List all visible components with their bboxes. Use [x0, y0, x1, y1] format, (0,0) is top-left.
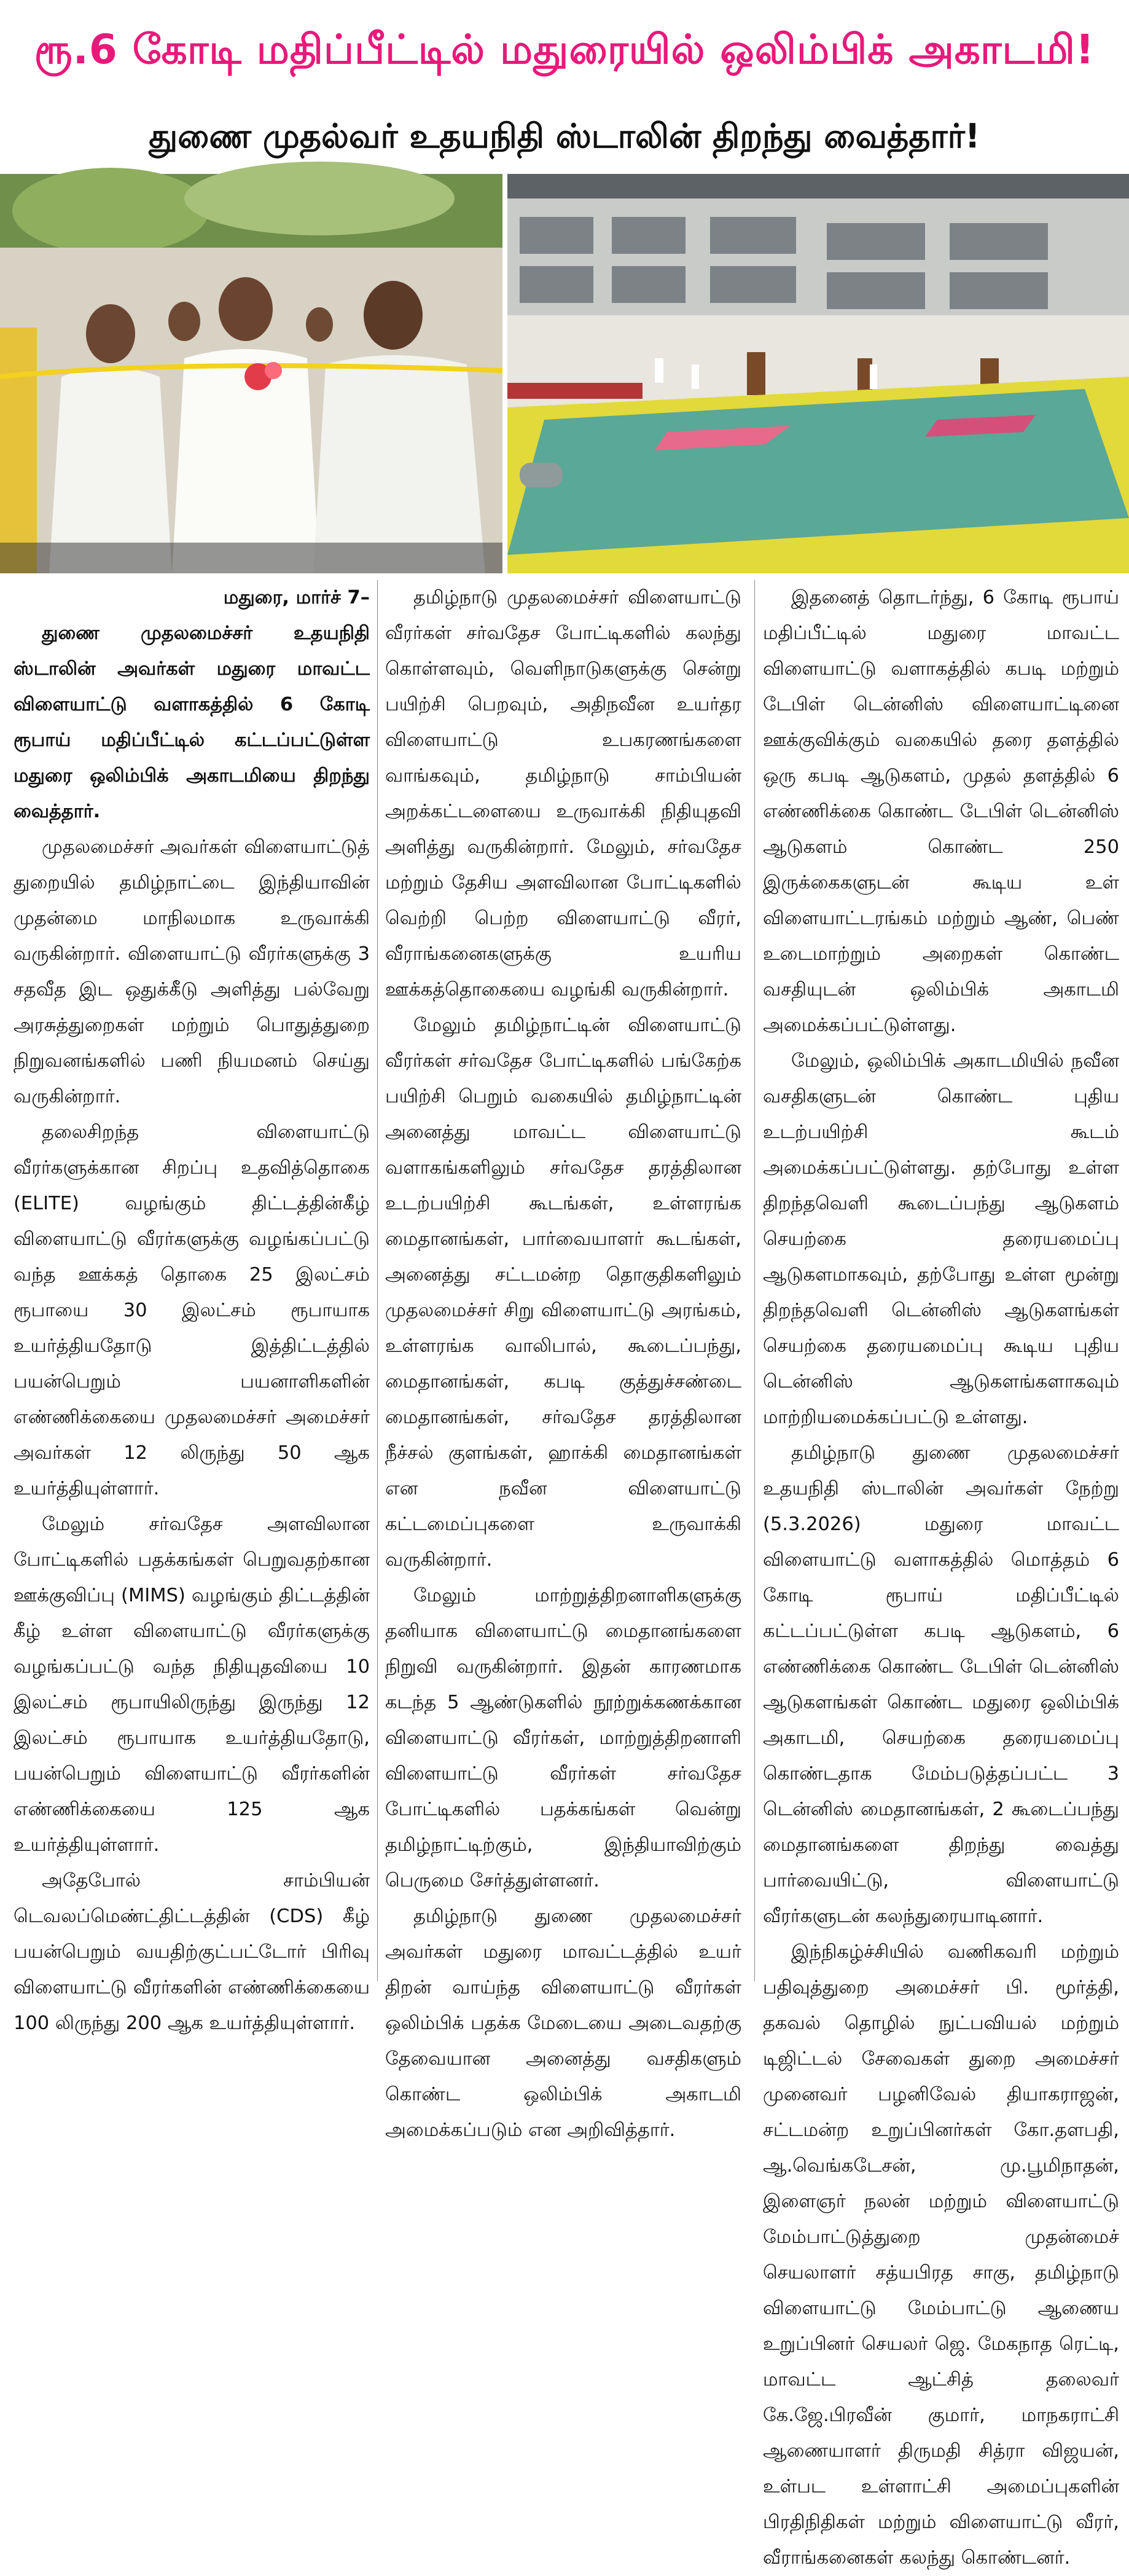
lead-paragraph: துணை முதலமைச்சர் உதயநிதி ஸ்டாலின் அவர்கள் மதுரை மாவட்ட விளையாட்டு வளாகத்தில் 6 கோடி ரூபாய் மதிப்பீட்டில் கட்டப்பட்டுள்ள மதுரை ஒலிம்பிக் அகாடமியை திறந்து வைத்தார். [14, 622, 370, 822]
paragraph: மேலும் மாற்றுத்திறனாளிகளுக்கு தனியாக விளையாட்டு மைதானங்களை நிறுவி வருகின்றார். இதன் காரணமாக கடந்த 5 ஆண்டுகளில் நூற்றுக்கணக்கான விளையாட்டு வீரர்கள், மாற்றுத்திறனாளி விளையாட்டு வீரர்கள் சர்வதேச போட்டிகளில் பதக்கங்கள் வென்று தமிழ்நாட்டிற்கும், இந்தியாவிற்கும் பெருமை சேர்த்துள்ளனர். [385, 1585, 741, 1891]
paragraph: இந்நிகழ்ச்சியில் வணிகவரி மற்றும் பதிவுத்துறை அமைச்சர் பி. மூர்த்தி, தகவல் தொழில் நுட்பவியல் மற்றும் டிஜிட்டல் சேவைகள் துறை அமைச்சர் முனைவர் பழனிவேல் தியாகராஜன், சட்டமன்ற உறுப்பினர்கள் கோ.தளபதி, ஆ.வெங்கடேசன், மு.பூமிநாதன், இளைஞர் நலன் மற்றும் விளையாட்டு மேம்பாட்டுத்துறை முதன்மைச் செயலாளர் சத்யபிரத சாகு, தமிழ்நாடு விளையாட்டு மேம்பாட்டு ஆணைய உறுப்பினர் செயலர் ஜெ. மேகநாத ரெட்டி, மாவட்ட ஆட்சித் தலைவர் கே.ஜே.பிரவீன் குமார், மாநகராட்சி ஆணையாளர் திருமதி சித்ரா விஜயன், உள்பட உள்ளாட்சி அமைப்புகளின் பிரதிநிதிகள் மற்றும் விளையாட்டு வீரர், வீராங்கனைகள் கலந்து கொண்டனர். [763, 1941, 1119, 2569]
paragraph: அதேபோல் சாம்பியன் டெவலப்மெண்ட்திட்டத்தின் (CDS) கீழ் பயன்பெறும் வயதிற்குட்பட்டோர் பிரிவு விளையாட்டு வீரர்களின் எண்ணிக்கையை 100 லிருந்து 200 ஆக உயர்த்தியுள்ளார். [14, 1870, 370, 2034]
paragraph: தமிழ்நாடு முதலமைச்சர் விளையாட்டு வீரர்கள் சர்வதேச போட்டிகளில் கலந்து கொள்ளவும், வெளிநாடுகளுக்கு சென்று பயிற்சி பெறவும், அதிநவீன உயர்தர விளையாட்டு உபகரணங்களை வாங்கவும், தமிழ்நாடு சாம்பியன் அறக்கட்டளையை உருவாக்கி நிதியுதவி அளித்து வருகின்றார். மேலும், சர்வதேச மற்றும் தேசிய அளவிலான போட்டிகளில் வெற்றி பெற்ற விளையாட்டு வீரர், வீராங்கனைகளுக்கு உயரிய ஊக்கத்தொகையை வழங்கி வருகின்றார். [385, 587, 741, 1000]
column-rule [377, 580, 378, 1981]
article-column-2 [385, 580, 741, 2141]
paragraph: மேலும் தமிழ்நாட்டின் விளையாட்டு வீரர்கள் சர்வதேச போட்டிகளில் பங்கேற்க பயிற்சி பெறும் வகையில் தமிழ்நாட்டின் அனைத்து மாவட்ட விளையாட்டு வளாகங்களிலும் சர்வதேச தரத்திலான உடற்பயிற்சி கூடங்கள், உள்ளரங்க மைதானங்கள், பார்வையாளர் கூடங்கள், அனைத்து சட்டமன்ற தொகுதிகளிலும் முதலமைச்சர் சிறு விளையாட்டு அரங்கம், உள்ளரங்க வாலிபால், கூடைப்பந்து, மைதானங்கள், கபடி குத்துச்சண்டை மைதானங்கள், சர்வதேச தரத்திலான நீச்சல் குளங்கள், ஹாக்கி மைதானங்கள் என நவீன விளையாட்டு கட்டமைப்புகளை உருவாக்கி வருகின்றார். [385, 1015, 741, 1571]
headline: ரூ.6 கோடி மதிப்பீட்டில் மதுரையில் ஒலிம்பிக் அகாடமி! [34, 26, 1095, 73]
paragraph: தமிழ்நாடு துணை முதலமைச்சர் உதயநிதி ஸ்டாலின் அவர்கள் நேற்று (5.3.2026) மதுரை மாவட்ட விளையாட்டு வளாகத்தில் மொத்தம் 6 கோடி ரூபாய் மதிப்பீட்டில் கட்டப்பட்டுள்ள கபடி ஆடுகளம், 6 எண்ணிக்கை கொண்ட டேபிள் டென்னிஸ் ஆடுகளங்கள் கொண்ட மதுரை ஒலிம்பிக் அகாடமி, செயற்கை தரையமைப்பு கொண்டதாக மேம்படுத்தப்பட்ட 3 டென்னிஸ் மைதானங்கள், 2 கூடைப்பந்து மைதானங்களை திறந்து வைத்து பார்வையிட்டு, விளையாட்டு வீரர்களுடன் கலந்துரையாடினார். [763, 1442, 1119, 1927]
dateline: மதுரை, மார்ச் 7– [223, 587, 370, 608]
inauguration-photo [0, 174, 502, 573]
column-rule [754, 580, 755, 1981]
paragraph: தலைசிறந்த விளையாட்டு வீரர்களுக்கான சிறப்பு உதவித்தொகை (ELITE) வழங்கும் திட்டத்தின்கீழ் விளையாட்டு வீரர்களுக்கு வழங்கப்பட்டு வந்த ஊக்கத் தொகை 25 இலட்சம் ரூபாயை 30 இலட்சம் ரூபாயாக உயர்த்தியதோடு இத்திட்டத்தில் பயன்பெறும் பயனாளிகளின் எண்ணிக்கையை முதலமைச்சர் அமைச்சர் அவர்கள் 12 லிருந்து 50 ஆக உயர்த்தியுள்ளார். [14, 1121, 370, 1499]
paragraph: மேலும், ஒலிம்பிக் அகாடமியில் நவீன வசதிகளுடன் கொண்ட புதிய உடற்பயிற்சி கூடம் அமைக்கப்பட்டுள்ளது. தற்போது உள்ள திறந்தவெளி கூடைப்பந்து ஆடுகளம் செயற்கை தரையமைப்பு ஆடுகளமாகவும், தற்போது உள்ள மூன்று திறந்தவெளி டென்னிஸ் ஆடுகளங்கள் செயற்கை தரையமைப்பு கூடிய புதிய டென்னிஸ் ஆடுகளங்களாகவும் மாற்றியமைக்கப்பட்டு உள்ளது. [763, 1050, 1119, 1428]
paragraph: மேலும் சர்வதேச அளவிலான போட்டிகளில் பதக்கங்கள் பெறுவதற்கான ஊக்குவிப்பு (MIMS) வழங்கும் திட்டத்தின் கீழ் உள்ள விளையாட்டு வீரர்களுக்கு வழங்கப்பட்டு வந்த நிதியுதவியை 10 இலட்சம் ரூபாயிலிருந்து இருந்து 12 இலட்சம் ரூபாயாக உயர்த்தியதோடு, பயன்பெறும் விளையாட்டு வீரர்களின் எண்ணிக்கையை 125 ஆக உயர்த்தியுள்ளார். [14, 1514, 370, 1856]
article-column-1 [14, 580, 370, 2034]
academy-hall-photo [507, 174, 1129, 573]
paragraph: இதனைத் தொடர்ந்து, 6 கோடி ரூபாய் மதிப்பீட்டில் மதுரை மாவட்ட விளையாட்டு வளாகத்தில் கபடி மற்றும் டேபிள் டென்னிஸ் விளையாட்டினை ஊக்குவிக்கும் வகையில் தரை தளத்தில் ஒரு கபடி ஆடுகளம், முதல் தளத்தில் 6 எண்ணிக்கை கொண்ட டேபிள் டென்னிஸ் ஆடுகளம் கொண்ட 250 இருக்கைகளுடன் கூடிய உள் விளையாட்டரங்கம் மற்றும் ஆண், பெண் உடைமாற்றும் அறைகள் கொண்ட வசதியுடன் ஒலிம்பிக் அகாடமி அமைக்கப்பட்டுள்ளது. [763, 587, 1119, 1036]
paragraph: முதலமைச்சர் அவர்கள் விளையாட்டுத் துறையில் தமிழ்நாட்டை இந்தியாவின் முதன்மை மாநிலமாக உருவாக்கி வருகின்றார். விளையாட்டு வீரர்களுக்கு 3 சதவீத இட ஒதுக்கீடு அளித்து பல்வேறு அரசுத்துறைகள் மற்றும் பொதுத்துறை நிறுவனங்களில் பணி நியமனம் செய்து வருகின்றார். [14, 836, 370, 1107]
paragraph: தமிழ்நாடு துணை முதலமைச்சர் அவர்கள் மதுரை மாவட்டத்தில் உயர் திறன் வாய்ந்த விளையாட்டு வீரர்கள் ஒலிம்பிக் பதக்க மேடையை அடைவதற்கு தேவையான அனைத்து வசதிகளும் கொண்ட ஒலிம்பிக் அகாடமி அமைக்கப்படும் என அறிவித்தார். [385, 1906, 741, 2141]
article-column-3 [763, 580, 1119, 2569]
subheadline: துணை முதல்வர் உதயநிதி ஸ்டாலின் திறந்து வைத்தார்! [149, 116, 980, 155]
